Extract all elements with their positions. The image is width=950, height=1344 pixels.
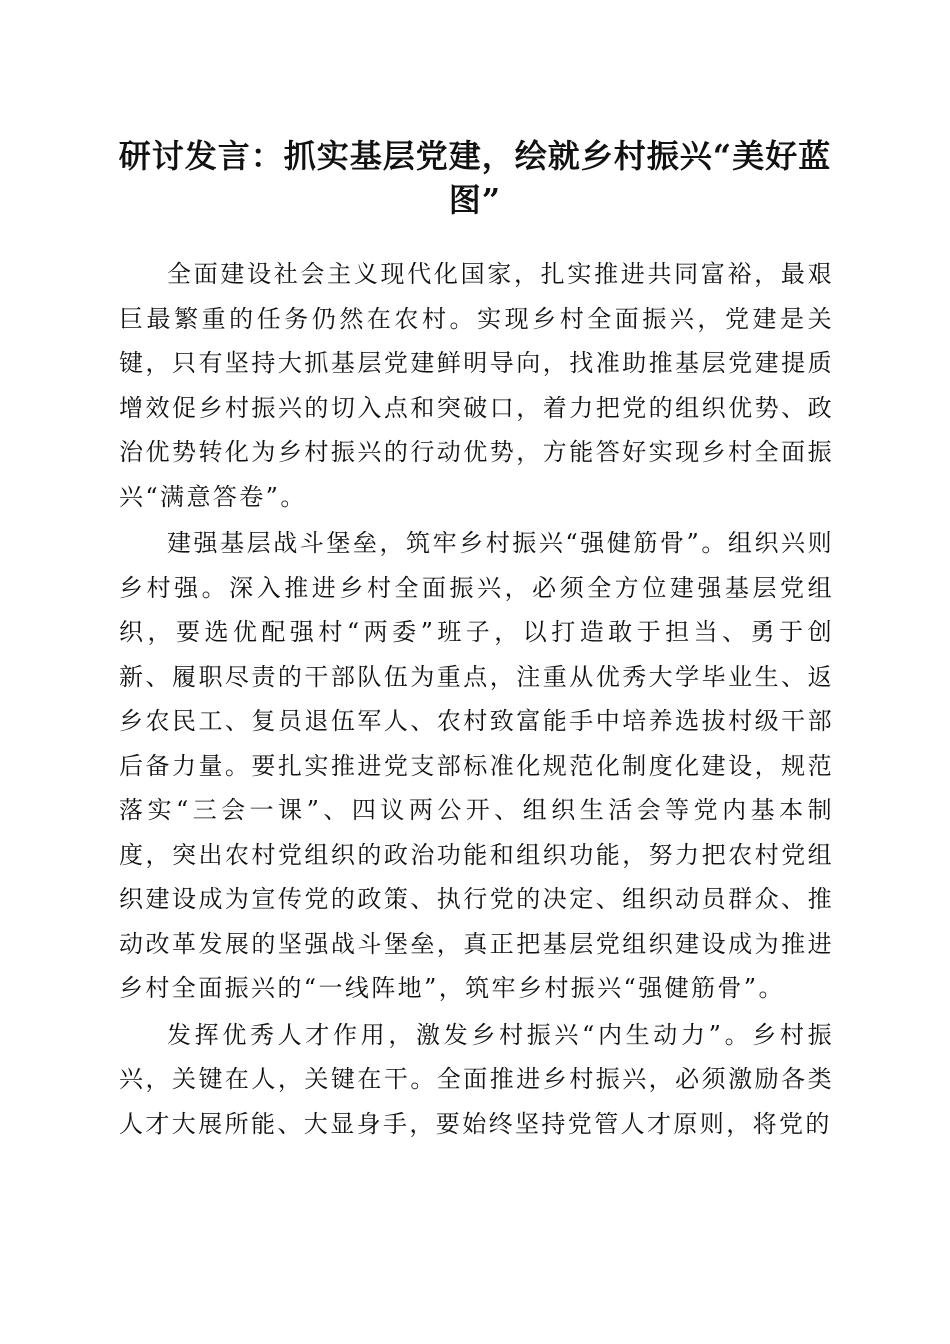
paragraph-2: 建强基层战斗堡垒，筑牢乡村振兴“强健筋骨”。组织兴则乡村强。深入推进乡村全面振兴，必须全方位建强基层党组织，要选优配强村“两委”班子，以打造敢于担当、勇于创新、履职尽责的干部队伍为重点，注重从优秀大学毕业生、返乡农民工、复员退伍军人、农村致富能手中培养选拔村级干部后备力量。要扎实推进党支部标准化规范化制度化建设，规范落实“三会一课”、四议两公开、组织生活会等党内基本制度，突出农村党组织的政治功能和组织功能，努力把农村党组织建设成为宣传党的政策、执行党的决定、组织动员群众、推动改革发展的坚强战斗堡垒，真正把基层党组织建设成为推进乡村全面振兴的“一线阵地”，筑牢乡村振兴“强健筋骨”。: [119, 529, 834, 1002]
paragraph-1: 全面建设社会主义现代化国家，扎实推进共同富裕，最艰巨最繁重的任务仍然在农村。实现乡村全面振兴，党建是关键，只有坚持大抓基层党建鲜明导向，找准助推基层党建提质增效促乡村振兴的切入点和突破口，着力把党的组织优势、政治优势转化为乡村振兴的行动优势，方能答好实现乡村全面振兴“满意答卷”。: [119, 260, 834, 511]
paragraph-3: 发挥优秀人才作用，激发乡村振兴“内生动力”。乡村振兴，关键在人，关键在干。全面推进乡村振兴，必须激励各类人才大展所能、大显身手，要始终坚持党管人才原则，将党的: [119, 1020, 834, 1138]
document-title: 研讨发言：抓实基层党建，绘就乡村振兴“美好蓝图”: [118, 137, 832, 219]
document-body: [119, 252, 834, 1148]
